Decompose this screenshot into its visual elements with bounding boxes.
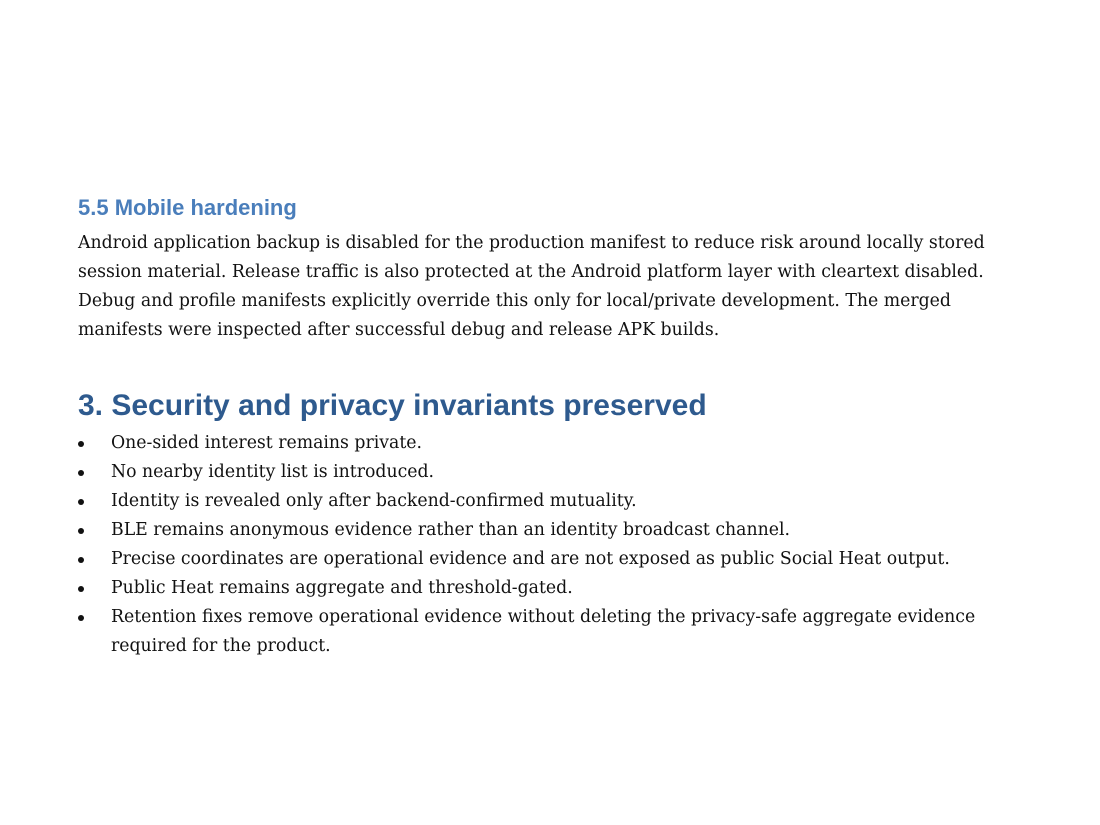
list-item xyxy=(78,516,1018,545)
document-page xyxy=(78,192,1018,661)
list-item xyxy=(78,545,1018,574)
bullet-icon xyxy=(78,458,86,487)
list-item xyxy=(78,574,1018,603)
list-item-text: Precise coordinates are operational evidence and are not exposed as public Social Heat output. xyxy=(111,549,950,569)
list-item-text: One-sided interest remains private. xyxy=(111,433,423,453)
invariants-bullet-list xyxy=(78,429,1018,661)
bullet-icon xyxy=(78,516,86,545)
mobile-hardening-paragraph: Android application backup is disabled for the production manifest to reduce risk around locally stored session material. Release traffic is also protected at the Android platform layer with cleartext disabled. Debug and profile manifests explicitly override this only for local/private development. The merged manifests were inspected after successful debug and release APK builds. xyxy=(78,233,985,340)
bullet-icon xyxy=(78,574,86,603)
list-item-text: BLE remains anonymous evidence rather than an identity broadcast channel. xyxy=(111,520,790,540)
bullet-icon xyxy=(78,487,86,516)
list-item-text: Identity is revealed only after backend-confirmed mutuality. xyxy=(111,491,637,511)
list-item xyxy=(78,487,1018,516)
bullet-icon xyxy=(78,603,86,632)
list-item xyxy=(78,603,1018,661)
subsection-heading-mobile-hardening: 5.5 Mobile hardening xyxy=(78,195,297,220)
list-item xyxy=(78,458,1018,487)
section-heading-security-invariants: 3. Security and privacy invariants preserved xyxy=(78,389,707,422)
list-item-text: Public Heat remains aggregate and threshold-gated. xyxy=(111,578,573,598)
list-item xyxy=(78,429,1018,458)
bullet-icon xyxy=(78,429,86,458)
list-item-text: No nearby identity list is introduced. xyxy=(111,462,435,482)
list-item-text: Retention fixes remove operational evidence without deleting the privacy-safe aggregate evidence required for the product. xyxy=(111,607,976,656)
bullet-icon xyxy=(78,545,86,574)
